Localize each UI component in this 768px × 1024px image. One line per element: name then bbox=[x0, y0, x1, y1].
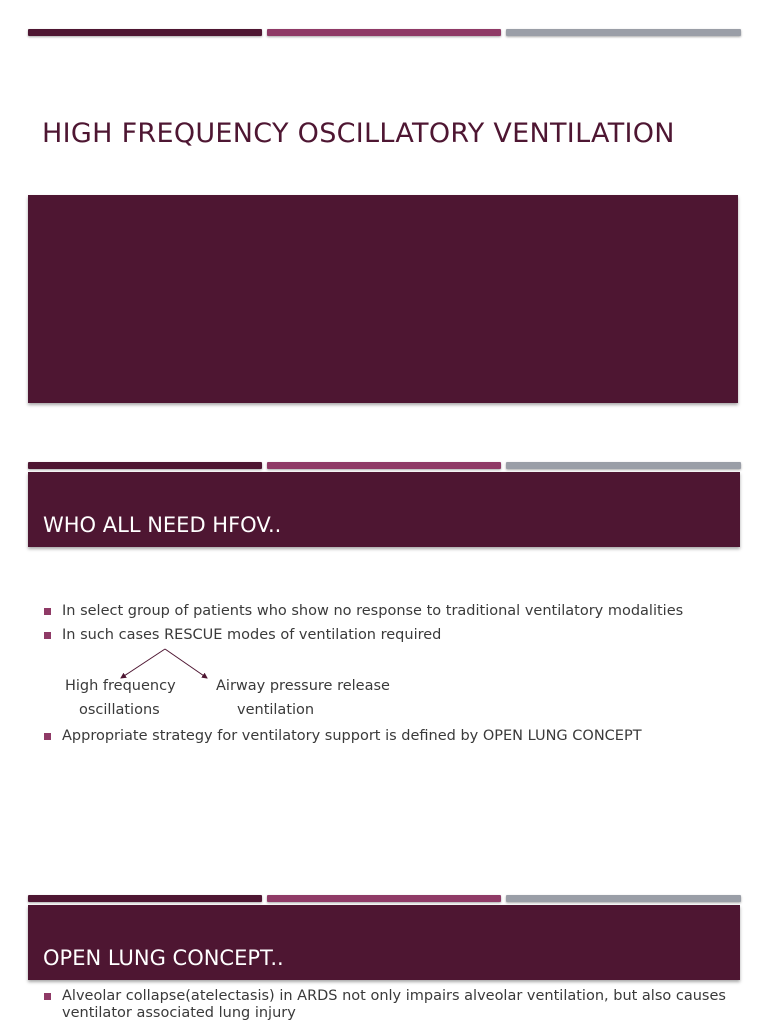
left-arrow bbox=[121, 649, 165, 678]
stripe-segment-magenta bbox=[267, 462, 501, 469]
stripe-segment-magenta bbox=[267, 29, 501, 36]
bullet-text-line-2: ventilator associated lung injury bbox=[62, 1005, 296, 1021]
right-arrow bbox=[165, 649, 207, 678]
bullet-text: In such cases RESCUE modes of ventilation required bbox=[62, 627, 442, 643]
stripe-segment-plum bbox=[28, 895, 262, 902]
bullet-square-icon bbox=[44, 632, 51, 639]
slide1-accent-stripe bbox=[28, 29, 741, 37]
slide3-title-band bbox=[28, 905, 740, 980]
branch-left-line-2: oscillations bbox=[79, 702, 160, 718]
stripe-segment-grey bbox=[506, 462, 741, 469]
stripe-segment-magenta bbox=[267, 895, 501, 902]
branch-left-line-1: High frequency bbox=[65, 678, 176, 694]
slide3-accent-stripe bbox=[28, 895, 741, 903]
stripe-segment-plum bbox=[28, 29, 262, 36]
bullet-text: Appropriate strategy for ventilatory support is defined by OPEN LUNG CONCEPT bbox=[62, 728, 642, 744]
bullet-square-icon bbox=[44, 733, 51, 740]
stripe-segment-plum bbox=[28, 462, 262, 469]
slide3-title: OPEN LUNG CONCEPT.. bbox=[43, 946, 284, 970]
bullet-square-icon bbox=[44, 608, 51, 615]
slide1-title: HIGH FREQUENCY OSCILLATORY VENTILATION bbox=[42, 118, 675, 149]
slide2-title: WHO ALL NEED HFOV.. bbox=[43, 513, 282, 537]
bullet-square-icon bbox=[44, 993, 51, 1000]
slide2-title-band bbox=[28, 472, 740, 547]
stripe-segment-grey bbox=[506, 29, 741, 36]
branch-right-line-2: ventilation bbox=[237, 702, 315, 718]
bullet-text: In select group of patients who show no response to traditional ventilatory modalities bbox=[62, 603, 684, 619]
branch-right-line-1: Airway pressure release bbox=[216, 678, 390, 694]
stripe-segment-grey bbox=[506, 895, 741, 902]
slide1-content-block bbox=[28, 195, 738, 403]
bullet-text-line-1: Alveolar collapse(atelectasis) in ARDS not only impairs alveolar ventilation, but also causes bbox=[62, 988, 726, 1004]
slide2-accent-stripe bbox=[28, 462, 741, 470]
